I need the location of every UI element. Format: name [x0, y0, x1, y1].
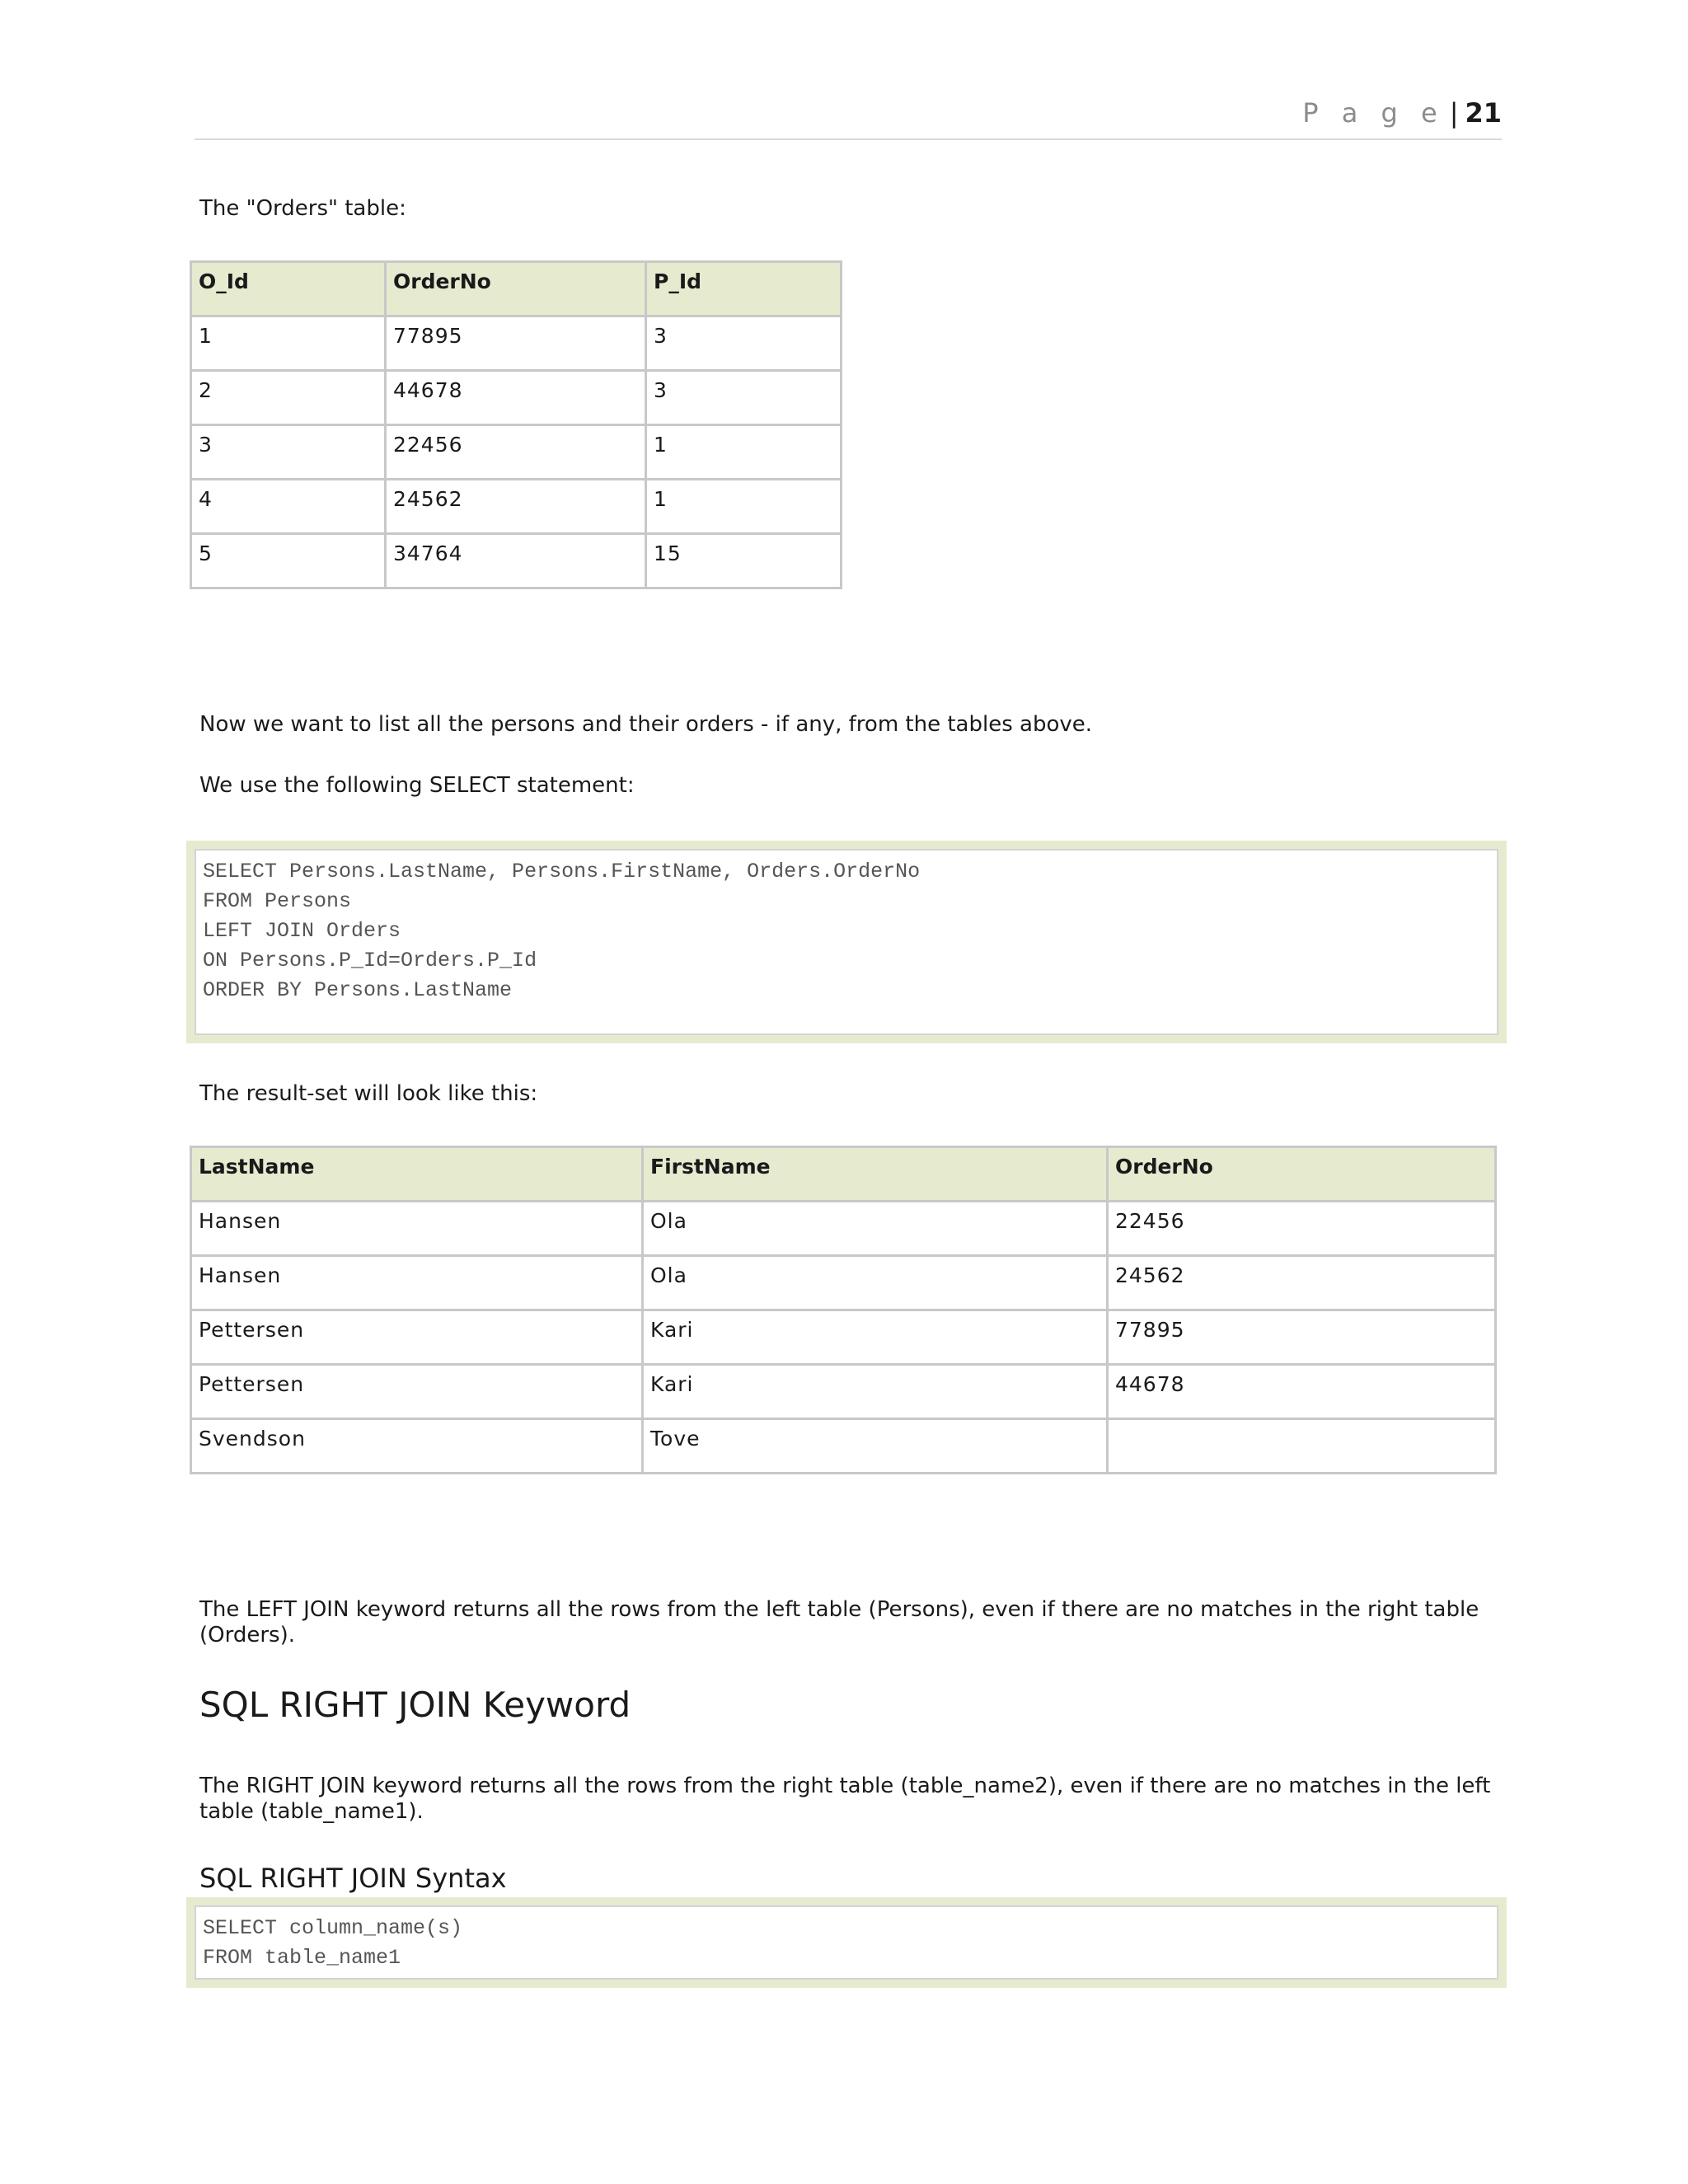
paragraph-result-set: The result-set will look like this:	[199, 1081, 538, 1106]
page-header	[195, 97, 1502, 140]
column-header: OrderNo	[1108, 1147, 1496, 1202]
page-number: 21	[1465, 97, 1502, 129]
result-table	[190, 1146, 1497, 1474]
orders-table	[190, 260, 842, 589]
column-header: FirstName	[643, 1147, 1108, 1202]
code-line: ON Persons.P_Id=Orders.P_Id	[203, 949, 537, 972]
code-line: ORDER BY Persons.LastName	[203, 978, 513, 1002]
orders-table-intro: The "Orders" table:	[199, 196, 406, 221]
table-row	[191, 1256, 1496, 1310]
table-cell: Pettersen	[191, 1310, 643, 1365]
code-line: FROM Persons	[203, 889, 352, 913]
paragraph-left-join-explanation: The LEFT JOIN keyword returns all the rows from the left table (Persons), even if there are no matches in the right table (Orders).	[199, 1597, 1479, 1647]
table-row	[191, 1419, 1496, 1474]
table-cell: Hansen	[191, 1202, 643, 1256]
column-header: P_Id	[646, 262, 842, 316]
table-cell: 1	[191, 316, 386, 371]
table-cell: 4	[191, 480, 386, 534]
paragraph-select-statement: We use the following SELECT statement:	[199, 773, 635, 798]
table-cell: 24562	[1108, 1256, 1496, 1310]
page-separator: |	[1449, 97, 1459, 129]
table-cell: 77895	[1108, 1310, 1496, 1365]
section-heading-right-join: SQL RIGHT JOIN Keyword	[199, 1685, 631, 1725]
table-cell: 22456	[386, 425, 646, 480]
code-line: FROM table_name1	[203, 1946, 401, 1970]
table-cell: Ola	[643, 1202, 1108, 1256]
table-cell: 2	[191, 371, 386, 425]
code-content	[195, 1905, 1498, 1980]
paragraph-right-join-explanation: The RIGHT JOIN keyword returns all the rows from the right table (table_name2), even if there are no matches in the left table (table_name1).	[199, 1774, 1491, 1824]
table-row	[191, 534, 842, 588]
table-row	[191, 371, 842, 425]
table-cell: Svendson	[191, 1419, 643, 1474]
table-cell: 44678	[1108, 1365, 1496, 1419]
column-header: LastName	[191, 1147, 643, 1202]
page-label: P a g e	[1302, 97, 1445, 129]
table-cell: 3	[646, 316, 842, 371]
table-cell: Kari	[643, 1310, 1108, 1365]
code-content	[195, 849, 1498, 1035]
table-cell: Pettersen	[191, 1365, 643, 1419]
table-cell: 1	[646, 480, 842, 534]
table-header-row	[191, 1147, 1496, 1202]
code-line: SELECT column_name(s)	[203, 1916, 463, 1940]
table-cell: 22456	[1108, 1202, 1496, 1256]
paragraph-list-persons: Now we want to list all the persons and their orders - if any, from the tables above.	[199, 712, 1093, 737]
table-row	[191, 1310, 1496, 1365]
table-cell: Ola	[643, 1256, 1108, 1310]
table-cell: 24562	[386, 480, 646, 534]
table-row	[191, 316, 842, 371]
code-block-left-join	[186, 841, 1507, 1043]
table-cell	[1108, 1419, 1496, 1474]
subheading-right-join-syntax: SQL RIGHT JOIN Syntax	[199, 1863, 507, 1894]
table-row	[191, 1365, 1496, 1419]
table-cell: 1	[646, 425, 842, 480]
code-line: SELECT Persons.LastName, Persons.FirstName, Orders.OrderNo	[203, 860, 921, 883]
table-header-row	[191, 262, 842, 316]
table-row	[191, 480, 842, 534]
column-header: O_Id	[191, 262, 386, 316]
table-cell: 15	[646, 534, 842, 588]
table-cell: Hansen	[191, 1256, 643, 1310]
table-cell: 77895	[386, 316, 646, 371]
code-line: LEFT JOIN Orders	[203, 919, 401, 943]
table-cell: Kari	[643, 1365, 1108, 1419]
table-cell: 5	[191, 534, 386, 588]
code-block-right-join-syntax	[186, 1897, 1507, 1988]
column-header: OrderNo	[386, 262, 646, 316]
table-cell: 3	[191, 425, 386, 480]
table-row	[191, 425, 842, 480]
table-cell: 34764	[386, 534, 646, 588]
table-row	[191, 1202, 1496, 1256]
table-cell: Tove	[643, 1419, 1108, 1474]
table-cell: 44678	[386, 371, 646, 425]
table-cell: 3	[646, 371, 842, 425]
